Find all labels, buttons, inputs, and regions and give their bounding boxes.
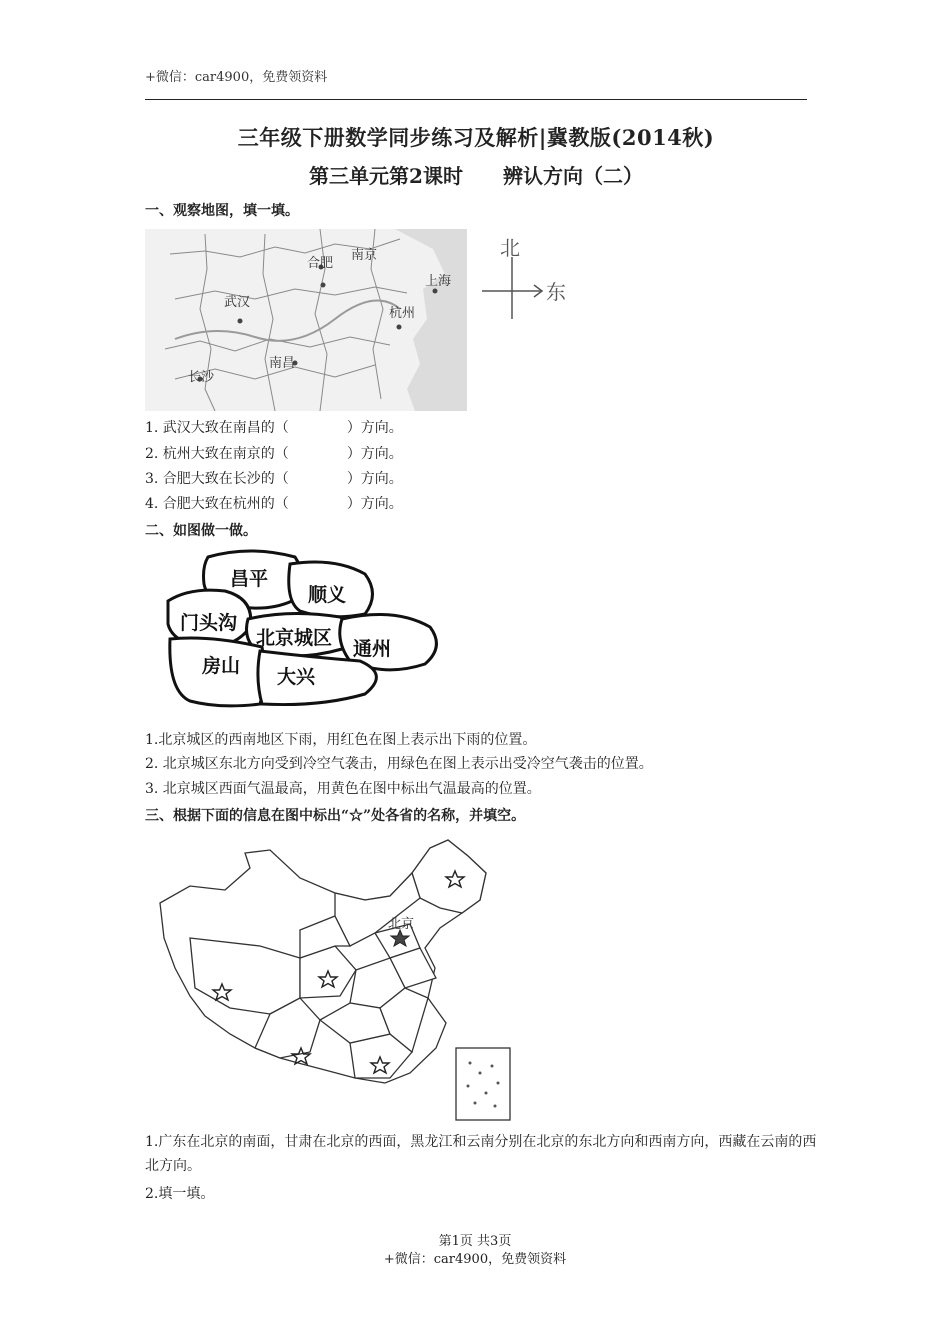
map-label-wuhan: 武汉 — [224, 295, 251, 310]
label-changping: 昌平 — [230, 568, 269, 590]
map-label-changsha: 长沙 — [188, 370, 215, 385]
label-fangshan: 房山 — [202, 655, 241, 677]
label-chengqu: 北京城区 — [256, 627, 333, 649]
s1-question-4: 4. 合肥大致在杭州的（ ）方向。 — [145, 496, 403, 512]
footer-note: +微信：car4900，免费领资料 — [383, 1252, 567, 1267]
label-mentougou: 门头沟 — [180, 612, 238, 634]
shanghai-dot — [433, 289, 438, 294]
compass-north-label: 北 — [500, 236, 520, 260]
map-label-shanghai: 上海 — [425, 274, 452, 289]
s1-question-2: 2. 杭州大致在南京的（ ）方向。 — [145, 446, 403, 462]
s1-question-1: 1. 武汉大致在南昌的（ ）方向。 — [145, 420, 403, 436]
nanjing-dot-2 — [321, 283, 326, 288]
s3-paragraph-1: 1.广东在北京的南面，甘肃在北京的西面，黑龙江和云南分别在北京的东北方向和西南方向，西藏在云南的西北方向。 — [145, 1134, 817, 1174]
s2-question-1: 1.北京城区的西南地区下雨，用红色在图上表示出下雨的位置。 — [145, 732, 537, 748]
east-china-map — [145, 229, 467, 411]
beijing-districts-map — [160, 549, 442, 711]
map-label-hefei: 合肥 — [307, 256, 334, 271]
map-label-nanjing: 南京 — [351, 248, 378, 263]
south-sea-inset — [456, 1048, 510, 1120]
label-tongzhou: 通州 — [353, 638, 392, 660]
compass-east-label: 东 — [546, 280, 566, 304]
label-daxing: 大兴 — [277, 666, 316, 688]
section3-heading: 三、根据下面的信息在图中标出“☆”处各省的名称，并填空。 — [145, 808, 526, 824]
map-label-beijing: 北京 — [388, 917, 415, 932]
lesson-number: 第三单元第2课时 — [309, 164, 463, 188]
section1-heading: 一、观察地图，填一填。 — [145, 203, 299, 219]
s3-paragraph-2: 2.填一填。 — [145, 1186, 215, 1202]
map-label-nanchang: 南昌 — [269, 356, 296, 371]
china-provinces-map — [150, 838, 520, 1125]
lesson-title — [145, 160, 807, 189]
header-rule — [145, 99, 807, 100]
s1-question-3: 3. 合肥大致在长沙的（ ）方向。 — [145, 471, 403, 487]
s2-question-3: 3. 北京城区西面气温最高，用黄色在图中标出气温最高的位置。 — [145, 781, 541, 797]
compass-rose — [478, 229, 578, 329]
header-note: +微信：car4900，免费领资料 — [145, 70, 328, 85]
document-title: 三年级下册数学同步练习及解析|冀教版(2014秋) — [237, 125, 715, 150]
label-shunyi: 顺义 — [308, 584, 347, 606]
lesson-topic: 辨认方向（二） — [502, 164, 643, 188]
section2-heading: 二、如图做一做。 — [145, 523, 257, 539]
footer-page-info: 第1页 共3页 — [438, 1234, 512, 1249]
s2-question-2: 2. 北京城区东北方向受到冷空气袭击，用绿色在图上表示出受冷空气袭击的位置。 — [145, 756, 653, 772]
wuhan-dot — [238, 319, 243, 324]
hangzhou-dot — [397, 325, 402, 330]
map-label-hangzhou: 杭州 — [389, 306, 416, 321]
